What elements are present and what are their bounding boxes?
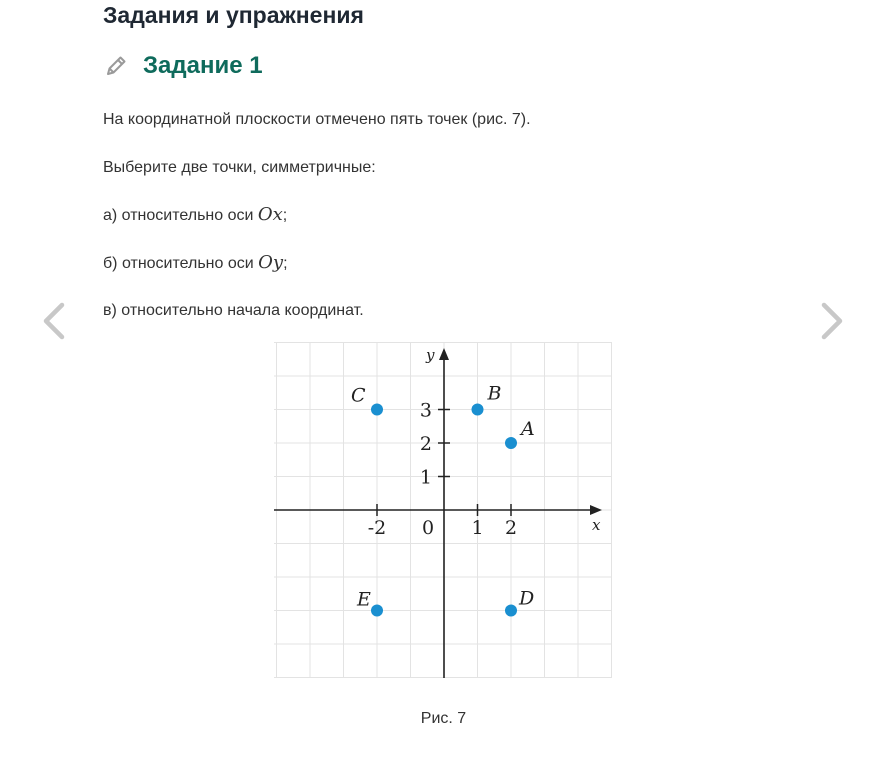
chevron-left-icon[interactable] bbox=[40, 301, 68, 341]
task-item-c: в) относительно начала координат. bbox=[103, 302, 364, 319]
section-title: Задания и упражнения bbox=[103, 2, 364, 28]
point-c bbox=[371, 404, 383, 416]
point-label-c: C bbox=[351, 384, 366, 407]
y-tick-label: 2 bbox=[419, 433, 432, 455]
ticks bbox=[368, 400, 517, 540]
task-title: Задание 1 bbox=[143, 52, 263, 79]
point-b bbox=[472, 404, 484, 416]
task-item-b bbox=[103, 252, 288, 275]
x-tick-label: -2 bbox=[367, 517, 387, 539]
y-axis-arrow-icon bbox=[439, 348, 449, 360]
chevron-right-icon[interactable] bbox=[818, 301, 846, 341]
point-e bbox=[371, 605, 383, 617]
point-d bbox=[505, 605, 517, 617]
task-question: Выберите две точки, симметричные: bbox=[103, 159, 376, 176]
point-label-b: B bbox=[487, 382, 502, 405]
y-tick-label: 3 bbox=[419, 399, 432, 422]
point-a bbox=[505, 437, 517, 449]
task-item-b-math: Oy bbox=[258, 252, 284, 273]
task-item-a bbox=[103, 204, 287, 227]
figure-caption: Рис. 7 bbox=[420, 710, 467, 727]
task-item-b-text: б) относительно оси bbox=[103, 255, 259, 272]
task-item-a-math: Ox bbox=[257, 204, 283, 225]
task-item-b-suffix: ; bbox=[283, 255, 288, 272]
axes bbox=[274, 346, 602, 678]
x-tick-label: 2 bbox=[504, 517, 518, 539]
origin-label: 0 bbox=[422, 517, 435, 539]
task-intro: На координатной плоскости отмечено пять точек (рис. 7). bbox=[103, 111, 531, 128]
point-label-d: D bbox=[519, 587, 535, 610]
x-tick-label: 1 bbox=[471, 517, 484, 539]
y-tick-label: 1 bbox=[419, 466, 432, 489]
point-label-a: A bbox=[521, 418, 535, 440]
pencil-icon bbox=[103, 53, 129, 79]
coordinate-plane-figure bbox=[272, 340, 614, 680]
points bbox=[351, 383, 535, 617]
task-item-a-text: а) относительно оси bbox=[103, 207, 258, 224]
x-axis-arrow-icon bbox=[590, 505, 602, 515]
y-axis-label: y bbox=[426, 346, 435, 364]
task-header bbox=[103, 50, 263, 82]
x-axis-label: x bbox=[592, 516, 601, 534]
point-label-e: E bbox=[357, 588, 371, 611]
task-item-a-suffix: ; bbox=[282, 207, 288, 224]
